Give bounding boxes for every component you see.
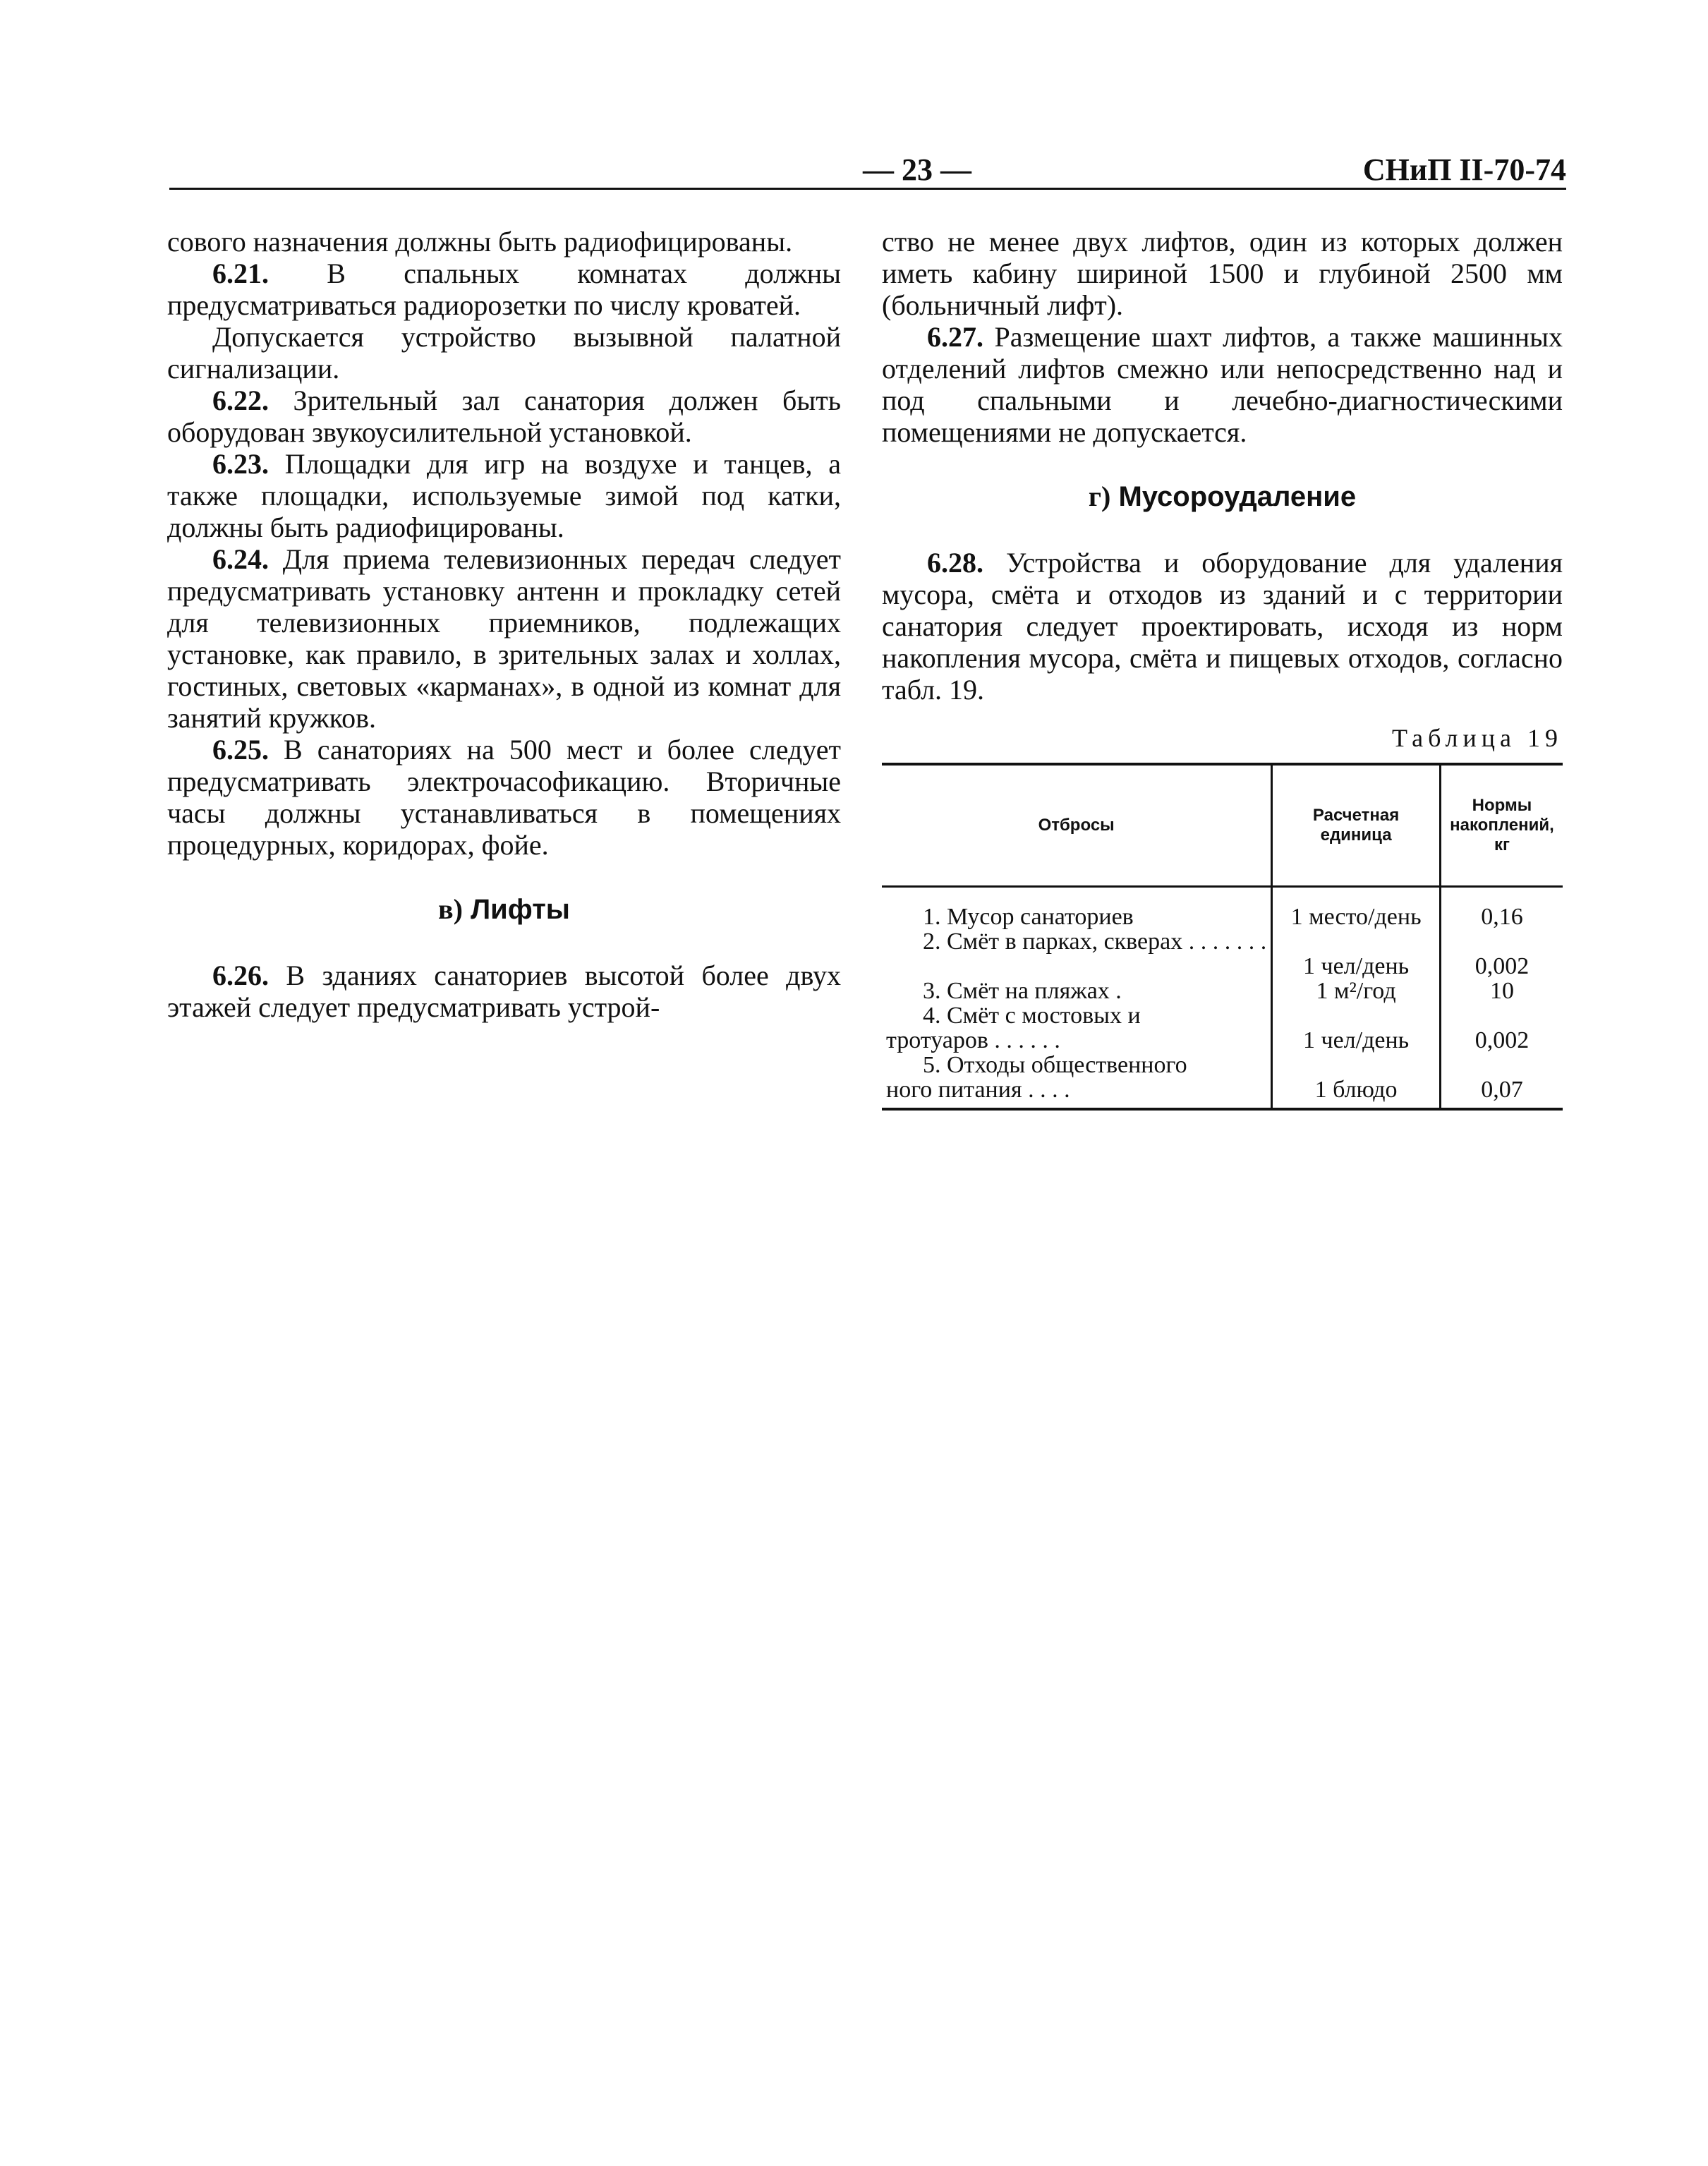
table-body-row [882,887,1563,1110]
clause-text: Зрительный зал санатория должен быть оборудован звукоусилительной установкой. [167,385,841,448]
clause-text: Для приема телевизионных передач следует предусматривать установку антенн и прокладку сетей для телевизионных приемников, подлежащих установке, как правило, в зрительных залах и холлах, гостиных, световых «карманах», в одной из комнат для занятий кружков. [167,543,841,734]
table-line: 0,002 [1474,1028,1530,1053]
waste-norms-table [882,763,1563,1111]
clause-number: 6.22. [212,385,269,416]
table-line: 0,16 [1481,904,1523,929]
section-title: Лифты [462,894,570,925]
unit-cell [1272,887,1441,1110]
paragraph-continuation: ство не менее двух лифтов, один из которых должен иметь кабину шириной 1500 и глубиной 2500 мм (больничный лифт). [882,226,1563,321]
paragraph-continuation: сового назначения должны быть радиофицированы. [167,226,793,258]
table-line: 1 место/день [1290,904,1422,929]
paragraph-6-28 [882,547,1563,706]
table-header-row [882,764,1563,887]
table-line: 1 чел/день [1302,1028,1410,1053]
table-line [1446,929,1558,954]
norm-cell [1440,887,1563,1110]
clause-text: Размещение шахт лифтов, а также машинных отделений лифтов смежно или непосредственно над и под спальными и лечебно-диагностическими помещениями не допускается. [882,321,1563,448]
left-column [167,226,841,1023]
table-line: 0,002 [1474,954,1530,979]
table-line: 5. Отходы общественного [923,1053,1187,1077]
paragraph-6-26 [167,960,841,1023]
table-line [1446,1053,1558,1077]
section-heading-garbage-removal [882,480,1563,513]
clause-text: Площадки для игр на воздухе и танцев, а также площадки, используемые зимой под катки, должны быть радиофицированы. [167,448,841,543]
table-line: 4. Смёт с мостовых и [923,1003,1141,1028]
table-line: 10 [1489,979,1514,1003]
table-line [1277,1053,1435,1077]
section-letter: в) [438,893,463,925]
table-line: 1 чел/день [1302,954,1410,979]
paragraph-note: Допускается устройство вызывной палатной сигнализации. [167,321,841,385]
column-header-norm: Нормы накоплений, кг [1440,764,1563,887]
clause-text: В санаториях на 500 мест и более следует предусматривать электрочасофикацию. Вторичные часы должны устанавливаться в помещениях процедурных, коридорах, фойе. [167,734,841,861]
table-caption: Таблица 19 [1392,724,1563,752]
section-title: Мусороудаление [1110,481,1357,512]
waste-type-cell [882,887,1272,1110]
table-line: 1 блюдо [1314,1077,1398,1102]
table-line [886,954,1266,979]
clause-number: 6.23. [212,448,269,480]
paragraph-6-23 [167,448,841,543]
clause-number: 6.28. [927,547,983,579]
clause-number: 6.24. [212,543,269,575]
table-line: ного питания . . . . [886,1077,1070,1102]
table-line: 1. Мусор санаториев [923,904,1134,929]
clause-text: В зданиях санаториев высотой более двух этажей следует предусматривать устрой- [167,960,841,1023]
clause-number: 6.21. [212,258,269,289]
table-line: 2. Смёт в парках, скверах . . . . . . . [923,929,1267,954]
clause-text: В спальных комнатах должны предусматриваться радиорозетки по числу кроватей. [167,258,841,321]
paragraph-6-24 [167,543,841,734]
table-line [1277,929,1435,954]
table-line [1446,1003,1558,1028]
section-letter: г) [1088,480,1111,512]
column-header-unit: Расчетная единица [1272,764,1441,887]
clause-number: 6.27. [927,321,983,353]
paragraph-6-22 [167,385,841,448]
section-heading-lifts [167,893,841,926]
clause-text: Устройства и оборудование для удаления мусора, смёта и отходов из зданий и с территории санатория следует проектировать, исходя из норм накопления мусора, смёта и пищевых отходов, согласно табл. 19. [882,547,1563,706]
paragraph-6-25 [167,734,841,861]
clause-number: 6.25. [212,734,269,766]
table-line: тротуаров . . . . . . [886,1028,1060,1053]
right-column [882,226,1563,1111]
table-line: 1 м²/год [1316,979,1396,1003]
table-line: 3. Смёт на пляжах . [923,979,1122,1003]
clause-number: 6.26. [212,960,269,991]
header-rule [169,188,1566,190]
page-number: — 23 — [863,152,971,187]
column-header-waste: Отбросы [882,764,1272,887]
table-line: 0,07 [1481,1077,1523,1102]
table-line [1277,1003,1435,1028]
paragraph-6-27 [882,321,1563,448]
paragraph-6-21 [167,258,841,321]
document-code: СНиП II-70-74 [1362,152,1566,187]
